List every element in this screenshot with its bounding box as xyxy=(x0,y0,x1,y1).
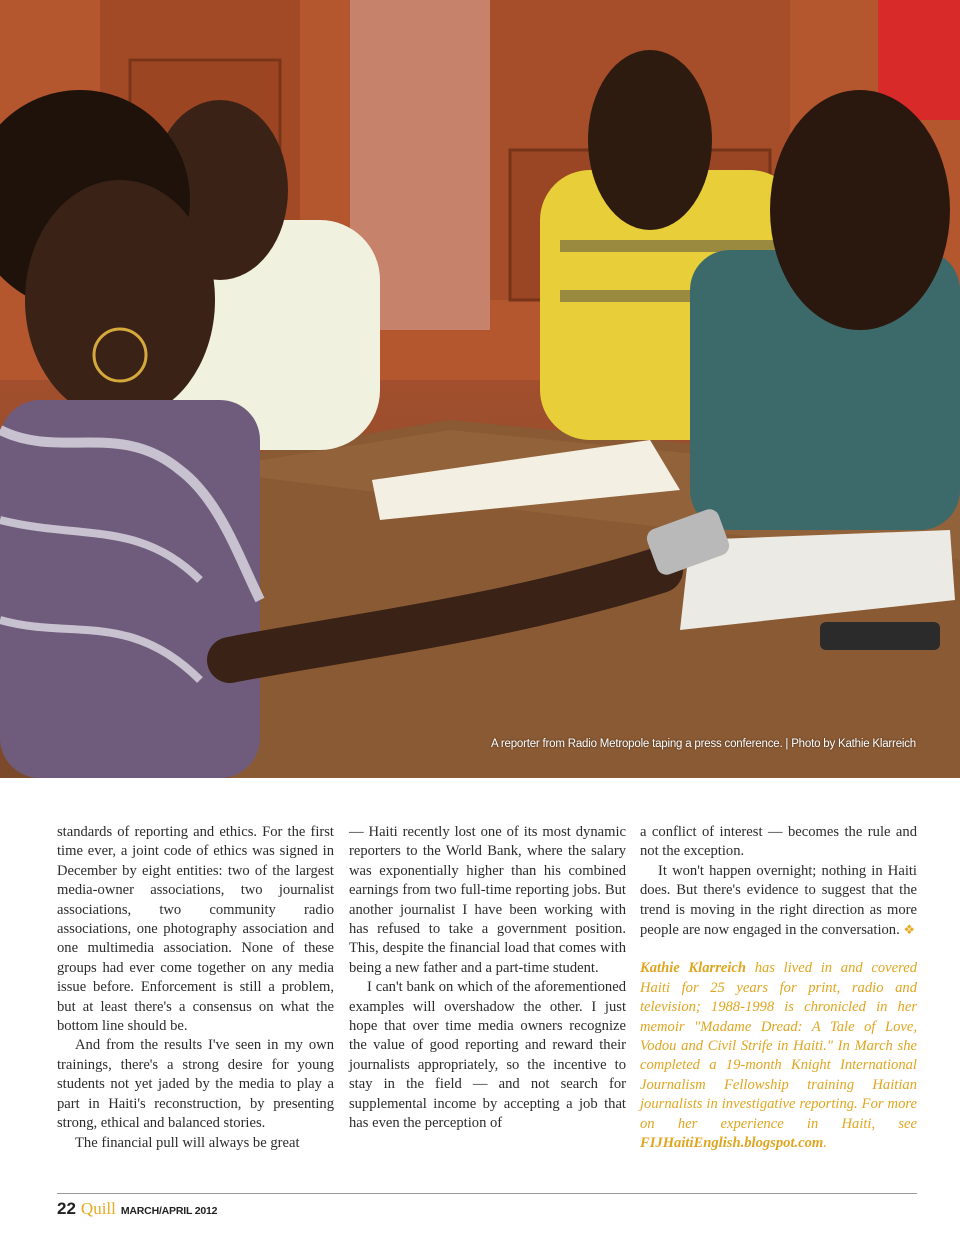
bio-end: . xyxy=(823,1135,827,1152)
paragraph xyxy=(640,862,917,941)
article-column-3 xyxy=(640,823,917,1154)
magazine-logo: Quill xyxy=(80,1199,116,1218)
photo-caption: A reporter from Radio Metropole taping a press conference. | Photo by Kathie Klarreich xyxy=(491,738,916,750)
page-number: 22 xyxy=(57,1199,76,1218)
author-name: Kathie Klarreich xyxy=(640,960,746,977)
article-column-2 xyxy=(349,823,626,1134)
paragraph: The financial pull will always be great xyxy=(75,1134,300,1151)
bio-text: has lived in and covered Haiti for 25 years for print, radio and television; 1988-1998 is chronicled in her memoir "Madame Dread: A Tale of Love, Vodou and Civil Strife in Haiti." In March she completed a 19-month Knight International Journalism Fellowship training Haitian journalists in investigative reporting. For more on her experience in Haiti, see xyxy=(640,960,917,1132)
paragraph: I can't bank on which of the aforementioned examples will overshadow the other. I just hope that over time media owners recognize the value of good reporting and reward their journalists appropriately, so the incentive to stay in the field — and not search for supplemental income by accepting a job that has even the perception of xyxy=(349,979,626,1132)
author-bio xyxy=(640,959,917,1153)
page-footer xyxy=(57,1199,217,1219)
paragraph: — Haiti recently lost one of its most dynamic reporters to the World Bank, where the salary was exponentially higher than his combined earnings from two full-time reporting jobs. But another journalist I have been working with has refused to take a government position. This, despite the financial load that comes with being a new father and a part-time student. xyxy=(349,824,626,976)
bio-link[interactable]: FIJHaitiEnglish.blogspot.com xyxy=(640,1135,824,1152)
issue-date: MARCH/APRIL 2012 xyxy=(120,1205,218,1217)
footer-divider xyxy=(57,1193,917,1194)
end-mark-icon: ❖ xyxy=(903,922,916,938)
paragraph: And from the results I've seen in my own trainings, there's a strong desire for young students not yet jaded by the media to play a part in Haiti's reconstruction, by presenting strong, ethical and balanced stories. xyxy=(57,1037,334,1132)
paragraph-text: It won't happen overnight; nothing in Haiti does. But there's evidence to suggest that the trend is moving in the right direction as more people are now engaged in the conversation. xyxy=(640,862,917,939)
article-column-1 xyxy=(57,823,334,1153)
paragraph: a conflict of interest — becomes the rule and not the exception. xyxy=(640,824,917,860)
paragraph: standards of reporting and ethics. For the first time ever, a joint code of ethics was signed in December by eight entities: two of the largest media-owner associations, two journalist associations, two community radio associations, one photography association and one multimedia association. None of these groups had ever come together on any media issue before. Enforcement is still a problem, but at least there's a consensus on what the bottom line should be. xyxy=(57,824,334,1035)
